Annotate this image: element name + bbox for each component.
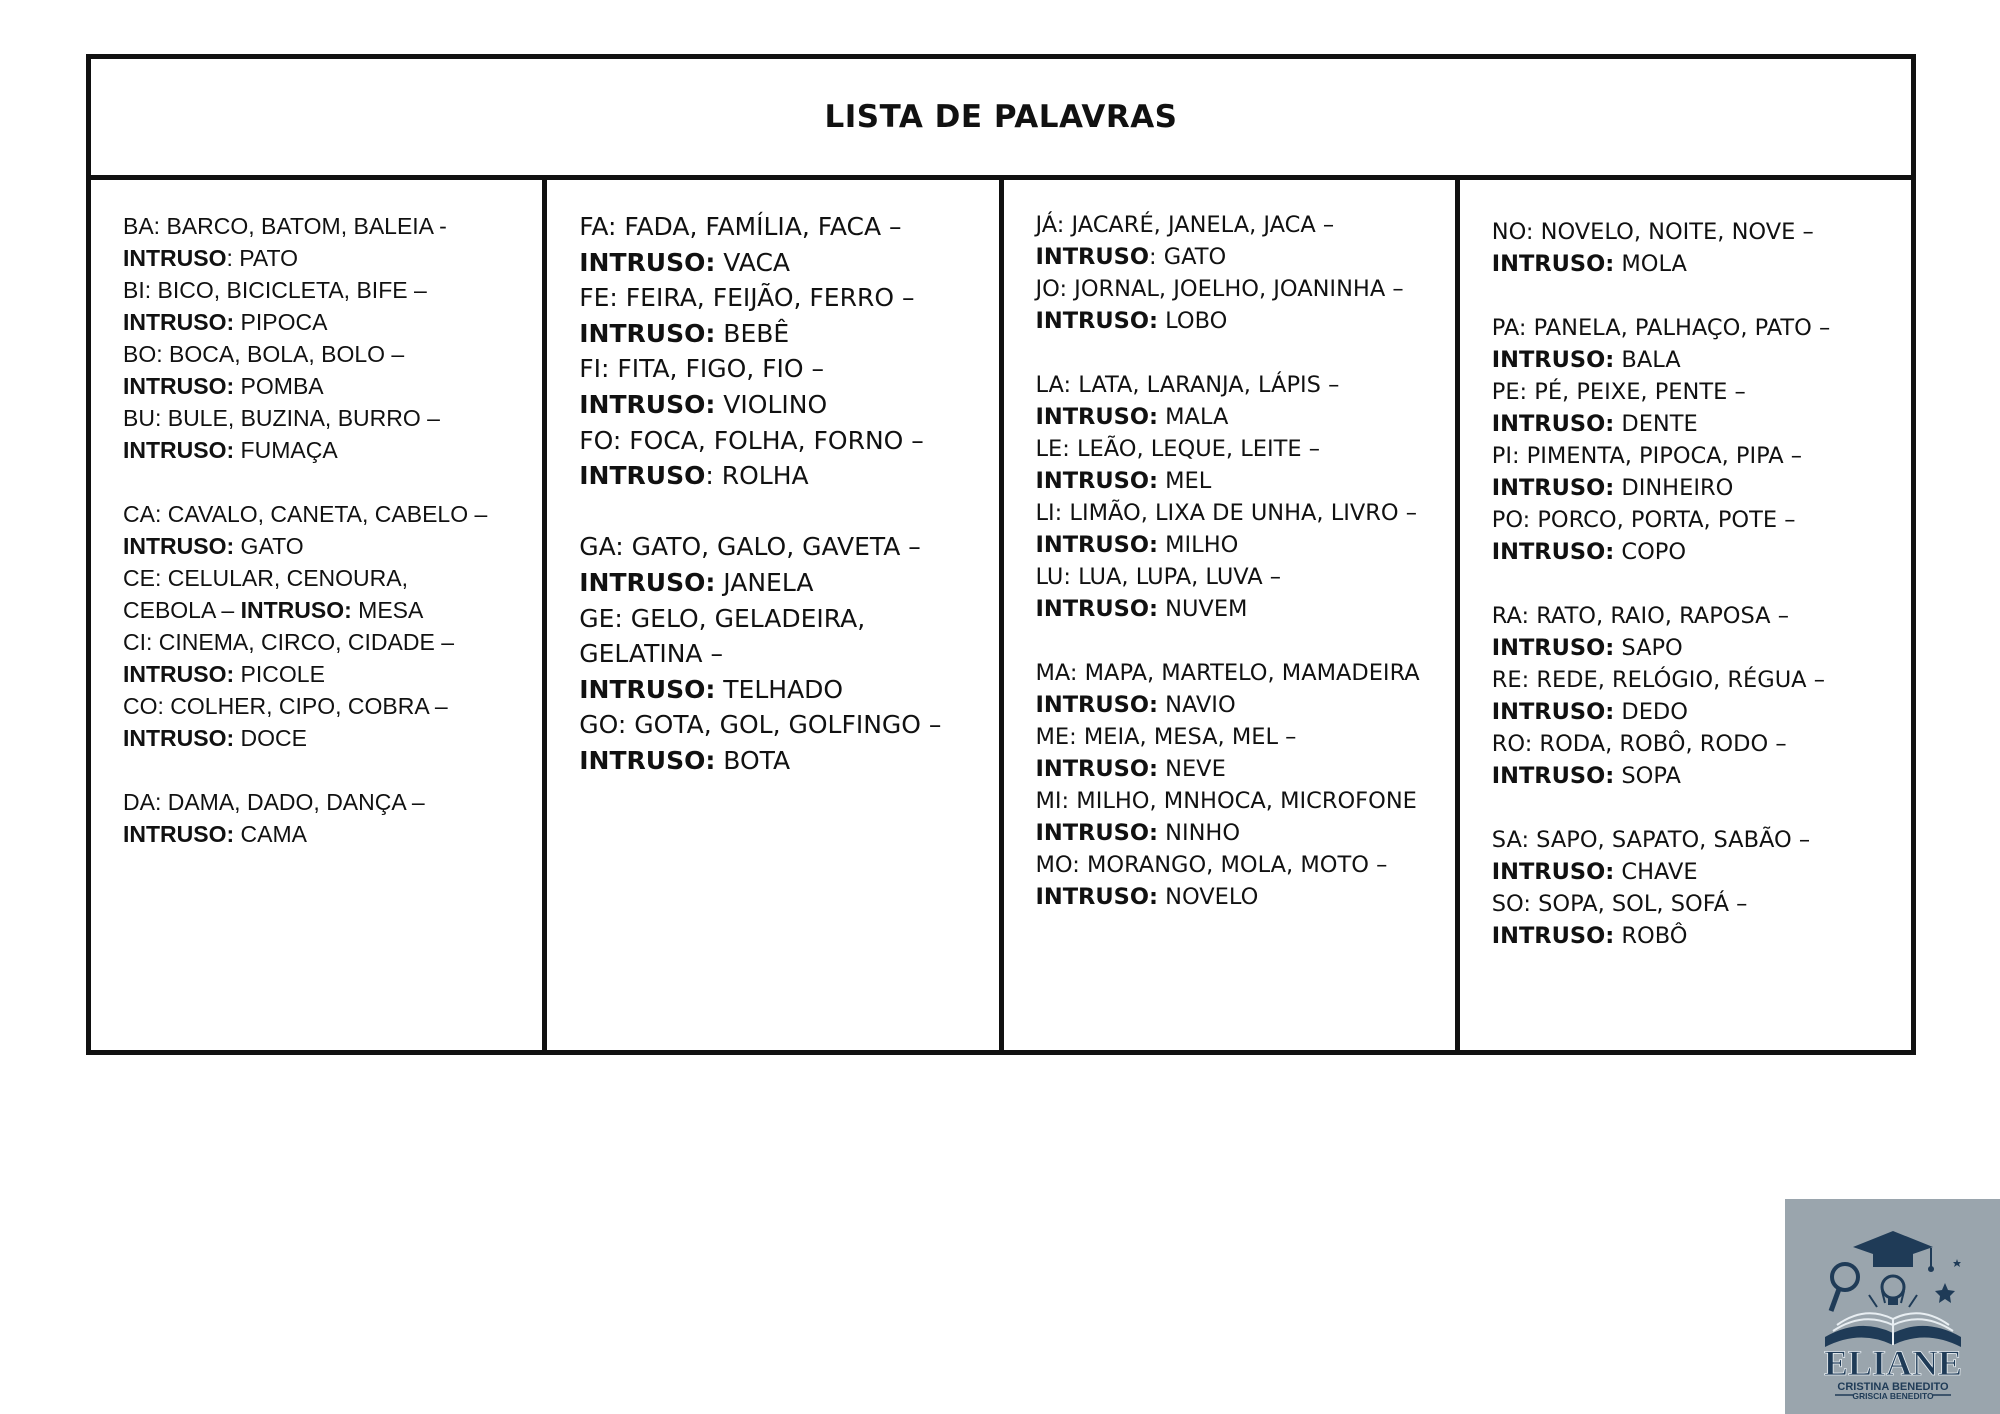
intruso-word: BALA xyxy=(1614,347,1681,373)
intruso-word: CHAVE xyxy=(1614,859,1698,885)
word-line xyxy=(1492,472,1901,504)
word-line xyxy=(1492,376,1901,408)
syllable-words: MO: MORANGO, MOLA, MOTO – xyxy=(1035,852,1388,878)
intruso-word: JANELA xyxy=(715,567,814,597)
word-line xyxy=(123,658,532,690)
intruso-label: INTRUSO: xyxy=(123,725,235,751)
intruso-label: INTRUSO: xyxy=(1491,347,1615,373)
intruso-label: INTRUSO: xyxy=(1035,820,1158,846)
intruso-label: INTRUSO xyxy=(579,461,706,491)
intruso-word: DINHEIRO xyxy=(1614,475,1734,501)
intruso-label: INTRUSO: xyxy=(1491,859,1615,885)
word-line xyxy=(1036,241,1445,273)
word-group xyxy=(1036,369,1445,625)
intruso-label: INTRUSO: xyxy=(1491,699,1615,725)
syllable-words: FI: FITA, FIGO, FIO – xyxy=(579,354,825,384)
word-line xyxy=(1036,689,1445,721)
intruso-label: INTRUSO: xyxy=(1491,475,1615,501)
syllable-words: CE: CELULAR, CENOURA, xyxy=(123,565,409,591)
syllable-words: CO: COLHER, CIPO, COBRA – xyxy=(123,693,448,719)
word-line xyxy=(1036,817,1445,849)
intruso-word: DENTE xyxy=(1614,411,1698,437)
intruso-word: CAMA xyxy=(234,821,308,847)
intruso-word: BEBÊ xyxy=(715,318,790,348)
word-line xyxy=(1492,344,1901,376)
word-line xyxy=(123,594,532,626)
title-row xyxy=(91,59,1911,180)
intruso-label: INTRUSO: xyxy=(579,674,716,704)
word-line xyxy=(579,565,988,601)
syllable-words: GO: GOTA, GOL, GOLFINGO – xyxy=(579,710,942,740)
intruso-word: BOTA xyxy=(715,745,791,775)
word-group xyxy=(1036,657,1445,913)
word-line xyxy=(1492,504,1901,536)
word-line xyxy=(1492,760,1901,792)
word-line xyxy=(579,387,988,423)
syllable-words: RO: RODA, ROBÔ, RODO – xyxy=(1491,731,1787,757)
word-line xyxy=(579,529,988,565)
intruso-word: MESA xyxy=(351,597,424,623)
syllable-words: BA: BARCO, BATOM, BALEIA - xyxy=(123,213,447,239)
logo-line1: CRISTINA BENEDITO xyxy=(1837,1381,1949,1393)
syllable-words: CA: CAVALO, CANETA, CABELO – xyxy=(123,501,488,527)
intruso-label: INTRUSO: xyxy=(1491,539,1615,565)
intruso-label: INTRUSO xyxy=(1035,244,1149,270)
word-line xyxy=(1036,721,1445,753)
column-content xyxy=(579,209,988,814)
word-line xyxy=(1036,401,1445,433)
word-list-table xyxy=(86,54,1916,1055)
word-line xyxy=(1492,440,1901,472)
word-line xyxy=(579,672,988,708)
author-logo xyxy=(1785,1199,2000,1414)
word-line xyxy=(1036,753,1445,785)
word-line xyxy=(123,242,532,274)
word-line xyxy=(123,626,532,658)
word-line xyxy=(579,423,988,459)
word-line xyxy=(579,280,988,316)
syllable-words: MA: MAPA, MARTELO, MAMADEIRA xyxy=(1035,660,1420,686)
page-title: LISTA DE PALAVRAS xyxy=(824,99,1178,135)
intruso-label: INTRUSO: xyxy=(1035,756,1158,782)
syllable-words: CI: CINEMA, CIRCO, CIDADE – xyxy=(123,629,454,655)
intruso-word: NINHO xyxy=(1157,820,1241,846)
word-line xyxy=(1036,465,1445,497)
word-group xyxy=(1492,216,1901,280)
intruso-label: INTRUSO: xyxy=(1491,763,1615,789)
word-line xyxy=(1036,849,1445,881)
intruso-word: SOPA xyxy=(1614,763,1681,789)
magnifier-icon xyxy=(1831,1264,1858,1311)
intruso-word: NAVIO xyxy=(1157,692,1236,718)
intruso-word: MEL xyxy=(1157,468,1212,494)
word-line xyxy=(1492,536,1901,568)
word-line xyxy=(1492,248,1901,280)
word-line xyxy=(579,351,988,387)
word-line xyxy=(123,786,532,818)
intruso-word: DEDO xyxy=(1614,699,1688,725)
word-line xyxy=(579,245,988,281)
intruso-word: NEVE xyxy=(1157,756,1226,782)
intruso-label: INTRUSO: xyxy=(123,821,235,847)
syllable-words: LA: LATA, LARANJA, LÁPIS – xyxy=(1035,372,1340,398)
intruso-label: INTRUSO: xyxy=(123,309,235,335)
intruso-label: INTRUSO: xyxy=(240,597,352,623)
intruso-label: INTRUSO: xyxy=(123,661,235,687)
syllable-words: DA: DAMA, DADO, DANÇA – xyxy=(123,789,425,815)
intruso-word: COPO xyxy=(1614,539,1687,565)
word-line xyxy=(1492,920,1901,952)
word-line xyxy=(1492,408,1901,440)
column-2 xyxy=(547,180,1003,1050)
intruso-label: INTRUSO: xyxy=(1035,596,1158,622)
word-line xyxy=(123,562,532,594)
logo-line2: GRISCIA BENEDITO xyxy=(1852,1391,1934,1401)
intruso-word: MOLA xyxy=(1614,251,1687,277)
word-line xyxy=(1492,632,1901,664)
word-line xyxy=(1492,312,1901,344)
intruso-label: INTRUSO: xyxy=(1035,468,1158,494)
intruso-label: INTRUSO: xyxy=(1491,923,1615,949)
word-line xyxy=(1492,216,1901,248)
word-line xyxy=(1036,561,1445,593)
syllable-words: PO: PORCO, PORTA, POTE – xyxy=(1491,507,1796,533)
column-content xyxy=(1492,216,1901,984)
word-line xyxy=(1492,824,1901,856)
intruso-word: GATO xyxy=(234,533,304,559)
syllable-words: GELATINA – xyxy=(579,639,723,669)
word-group xyxy=(579,209,988,494)
graduation-cap-icon xyxy=(1853,1231,1934,1272)
intruso-word: VACA xyxy=(715,247,791,277)
syllable-words: BI: BICO, BICICLETA, BIFE – xyxy=(123,277,427,303)
syllable-words: JO: JORNAL, JOELHO, JOANINHA – xyxy=(1035,276,1404,302)
word-line xyxy=(579,601,988,637)
word-line xyxy=(579,636,988,672)
syllable-words: SA: SAPO, SAPATO, SABÃO – xyxy=(1491,827,1811,853)
columns xyxy=(91,180,1911,1050)
word-line xyxy=(579,707,988,743)
word-line xyxy=(123,434,532,466)
syllable-words: MI: MILHO, MNHOCA, MICROFONE xyxy=(1035,788,1417,814)
intruso-word: LOBO xyxy=(1157,308,1228,334)
word-line xyxy=(123,722,532,754)
word-group xyxy=(123,786,532,850)
intruso-word: FUMAÇA xyxy=(234,437,338,463)
syllable-words: BO: BOCA, BOLA, BOLO – xyxy=(123,341,405,367)
word-line xyxy=(123,402,532,434)
word-line xyxy=(123,274,532,306)
word-line xyxy=(123,530,532,562)
word-line xyxy=(123,210,532,242)
intruso-word: : ROLHA xyxy=(705,461,809,491)
word-line xyxy=(1492,856,1901,888)
word-line xyxy=(1492,728,1901,760)
intruso-label: INTRUSO: xyxy=(579,318,716,348)
syllable-words: JÁ: JACARÉ, JANELA, JACA – xyxy=(1035,212,1335,238)
word-group xyxy=(1492,312,1901,568)
word-group xyxy=(1036,209,1445,337)
word-line xyxy=(1036,881,1445,913)
syllable-words: NO: NOVELO, NOITE, NOVE – xyxy=(1491,219,1814,245)
syllable-words: SO: SOPA, SOL, SOFÁ – xyxy=(1491,891,1748,917)
word-line xyxy=(579,743,988,779)
intruso-label: INTRUSO: xyxy=(123,373,235,399)
syllable-words: PA: PANELA, PALHAÇO, PATO – xyxy=(1491,315,1831,341)
intruso-word: SAPO xyxy=(1614,635,1683,661)
word-line xyxy=(579,209,988,245)
intruso-label: INTRUSO: xyxy=(579,247,716,277)
logo-name: ELIANE xyxy=(1823,1343,1963,1383)
syllable-words: LI: LIMÃO, LIXA DE UNHA, LIVRO – xyxy=(1035,500,1418,526)
word-line xyxy=(1036,305,1445,337)
word-line xyxy=(123,690,532,722)
syllable-words: PE: PÉ, PEIXE, PENTE – xyxy=(1491,379,1746,405)
syllable-words: GE: GELO, GELADEIRA, xyxy=(579,603,866,633)
intruso-label: INTRUSO: xyxy=(123,533,235,559)
intruso-word: PICOLE xyxy=(234,661,325,687)
word-line xyxy=(1036,209,1445,241)
word-line xyxy=(1036,529,1445,561)
word-line xyxy=(123,370,532,402)
intruso-word: NOVELO xyxy=(1157,884,1259,910)
syllable-words: RA: RATO, RAIO, RAPOSA – xyxy=(1491,603,1789,629)
intruso-word: ROBÔ xyxy=(1614,923,1688,949)
intruso-label: INTRUSO: xyxy=(1491,635,1615,661)
intruso-label: INTRUSO: xyxy=(1035,404,1158,430)
column-3 xyxy=(1004,180,1460,1050)
word-group xyxy=(123,498,532,754)
intruso-label: INTRUSO: xyxy=(579,567,716,597)
word-line xyxy=(579,458,988,494)
intruso-word: DOCE xyxy=(234,725,308,751)
logo-graphic xyxy=(1785,1199,2000,1414)
word-line xyxy=(579,316,988,352)
word-line xyxy=(123,306,532,338)
intruso-label: INTRUSO: xyxy=(1035,692,1158,718)
column-4 xyxy=(1460,180,1911,1050)
intruso-word: : GATO xyxy=(1148,244,1227,270)
intruso-label: INTRUSO xyxy=(123,245,227,271)
intruso-label: INTRUSO: xyxy=(579,389,716,419)
word-line xyxy=(1036,785,1445,817)
intruso-word: MALA xyxy=(1157,404,1229,430)
intruso-label: INTRUSO: xyxy=(1035,308,1158,334)
intruso-label: INTRUSO: xyxy=(579,745,716,775)
column-content xyxy=(1036,209,1445,945)
word-line xyxy=(1492,664,1901,696)
word-line xyxy=(1492,696,1901,728)
intruso-word: MILHO xyxy=(1157,532,1239,558)
intruso-word: NUVEM xyxy=(1157,596,1248,622)
word-line xyxy=(1036,273,1445,305)
word-group xyxy=(1492,600,1901,792)
word-group xyxy=(1492,824,1901,952)
syllable-words: LU: LUA, LUPA, LUVA – xyxy=(1035,564,1282,590)
syllable-words: FO: FOCA, FOLHA, FORNO – xyxy=(579,425,924,455)
word-line xyxy=(1036,433,1445,465)
intruso-word: POMBA xyxy=(234,373,324,399)
intruso-word: VIOLINO xyxy=(715,389,828,419)
intruso-label: INTRUSO: xyxy=(1491,411,1615,437)
syllable-words: GA: GATO, GALO, GAVETA – xyxy=(579,532,921,562)
intruso-word: PIPOCA xyxy=(234,309,328,335)
word-group xyxy=(579,529,988,778)
intruso-label: INTRUSO: xyxy=(123,437,235,463)
syllable-words: LE: LEÃO, LEQUE, LEITE – xyxy=(1035,436,1320,462)
word-line xyxy=(1492,888,1901,920)
word-line xyxy=(1036,657,1445,689)
intruso-label: INTRUSO: xyxy=(1491,251,1615,277)
intruso-word: : PATO xyxy=(226,245,299,271)
syllable-words: ME: MEIA, MESA, MEL – xyxy=(1035,724,1297,750)
word-line xyxy=(123,338,532,370)
syllable-words: FE: FEIRA, FEIJÃO, FERRO – xyxy=(579,283,915,313)
word-line xyxy=(123,498,532,530)
syllable-words: FA: FADA, FAMÍLIA, FACA – xyxy=(579,212,902,241)
word-line xyxy=(1036,369,1445,401)
intruso-label: INTRUSO: xyxy=(1035,884,1158,910)
word-line xyxy=(1492,600,1901,632)
syllable-words: PI: PIMENTA, PIPOCA, PIPA – xyxy=(1491,443,1803,469)
word-line xyxy=(1036,497,1445,529)
column-1 xyxy=(91,180,547,1050)
word-group xyxy=(123,210,532,466)
intruso-label: INTRUSO: xyxy=(1035,532,1158,558)
intruso-word: TELHADO xyxy=(715,674,844,704)
word-line xyxy=(1036,593,1445,625)
star-icon xyxy=(1935,1259,1961,1303)
syllable-words: BU: BULE, BUZINA, BURRO – xyxy=(123,405,440,431)
word-line xyxy=(123,818,532,850)
column-content xyxy=(123,210,532,882)
syllable-words: CEBOLA – xyxy=(123,597,241,623)
syllable-words: RE: REDE, RELÓGIO, RÉGUA – xyxy=(1491,667,1825,693)
